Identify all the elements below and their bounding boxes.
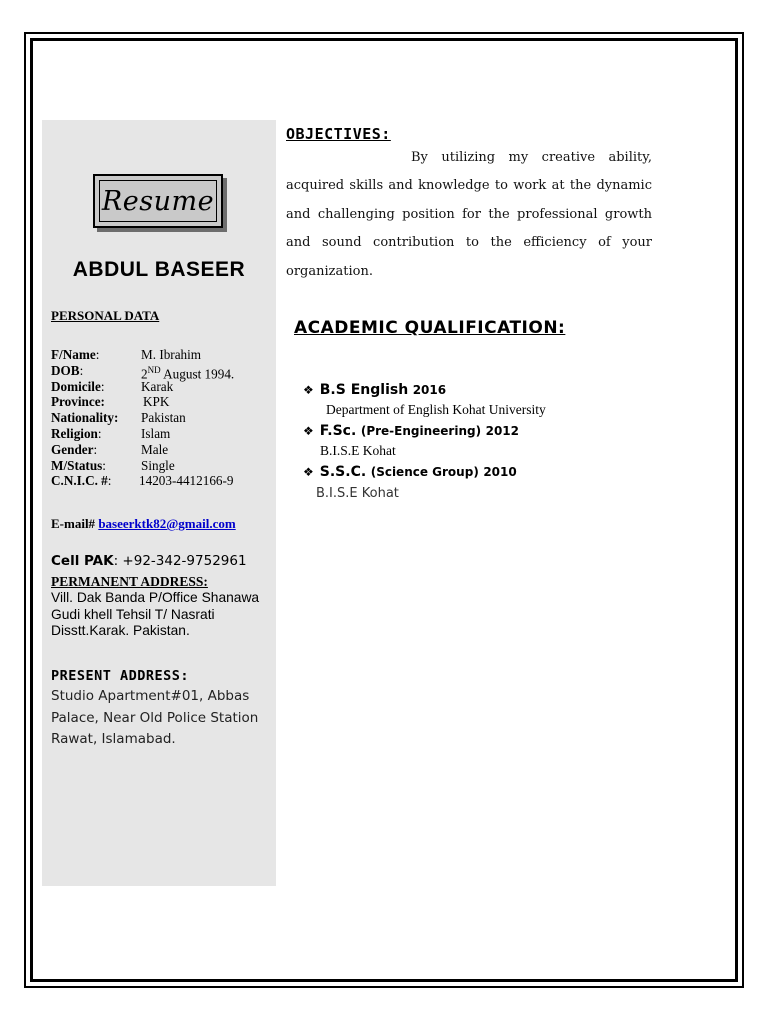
value-cnic: 14203-4412166-9 [139,473,234,489]
label-domicile: Domicile [51,378,101,394]
value-domicile: Karak [141,378,174,394]
colon-dob: : [79,362,84,378]
qualification-title: F.Sc. [319,423,357,439]
qualification-detail: (Pre-Engineering) [360,424,482,438]
label-dob: DOB [51,362,80,378]
label-nationality: Nationality: [51,410,119,426]
label-fname: F/Name [51,347,96,362]
objectives-heading: OBJECTIVES: [286,125,391,143]
label-gender: Gender [51,441,94,457]
value-fname: M. Ibrahim [141,347,202,362]
qualification-institution: Department of English Kohat University [326,402,546,417]
qualification-year: 2010 [483,465,517,479]
colon-mstatus: : [102,457,106,473]
cell-label: Cell PAK [51,553,114,569]
diamond-bullet-icon: ❖ [303,465,314,479]
value-dob: 2ND August 1994. [141,364,235,382]
label-religion: Religion [51,425,98,441]
academic-qualification-heading: ACADEMIC QUALIFICATION: [294,318,566,338]
label-mstatus: M/Status [51,457,103,473]
value-religion: Islam [141,425,171,441]
qualification-title: S.S.C. [319,464,367,480]
personal-data-heading: PERSONAL DATA [51,308,160,323]
permanent-address-heading: PERMANENT ADDRESS: [51,574,208,589]
label-cnic: C.N.I.C. # [51,473,108,489]
objectives-text: By utilizing my creative ability, acquired skills and knowledge to work at the dynamic and challenging position for the professional growth and sound contribution to the efficiency of your organization. [286,150,652,279]
qualification-item [303,381,446,399]
qualification-detail: (Science Group) [370,465,479,479]
qualification-institution: B.I.S.E Kohat [316,486,399,501]
qualification-item [303,463,517,481]
sidebar [42,120,276,886]
resume-badge [93,174,223,228]
value-gender: Male [141,441,169,457]
diamond-bullet-icon: ❖ [303,424,314,438]
cell-line [51,553,247,569]
permanent-address: Vill. Dak Banda P/Office Shanawa Gudi khell Tehsil T/ Nasrati Disstt.Karak. Pakistan. [51,590,260,638]
present-address: Studio Apartment#01, Abbas Palace, Near Old Police Station Rawat, Islamabad. [51,688,259,747]
label-province: Province: [51,394,105,410]
value-nationality: Pakistan [141,410,186,426]
email-link[interactable]: baseerktk82@gmail.com [98,516,236,531]
cell-value: : +92-342-9752961 [113,553,247,569]
colon-fname: : [95,347,100,362]
value-mstatus: Single [141,457,175,473]
colon-religion: : [97,425,102,441]
colon-gender: : [93,441,98,457]
qualification-year: 2012 [485,424,519,438]
qualification-year: 2016 [412,383,447,397]
present-address-heading: PRESENT ADDRESS: [51,668,190,684]
qualification-title: B.S English [319,382,409,398]
value-province: KPK [143,394,170,410]
diamond-bullet-icon: ❖ [303,383,314,397]
email-line [51,516,236,532]
resume-badge-text: Resume [101,186,215,217]
qualification-institution: B.I.S.E Kohat [320,443,396,458]
email-label: E-mail# [51,516,96,531]
colon-cnic: : [107,473,112,489]
colon-domicile: : [100,378,105,394]
candidate-name: ABDUL BASEER [72,258,246,281]
qualification-item [303,422,519,440]
dob-ordinal-suffix: ND [147,364,161,375]
